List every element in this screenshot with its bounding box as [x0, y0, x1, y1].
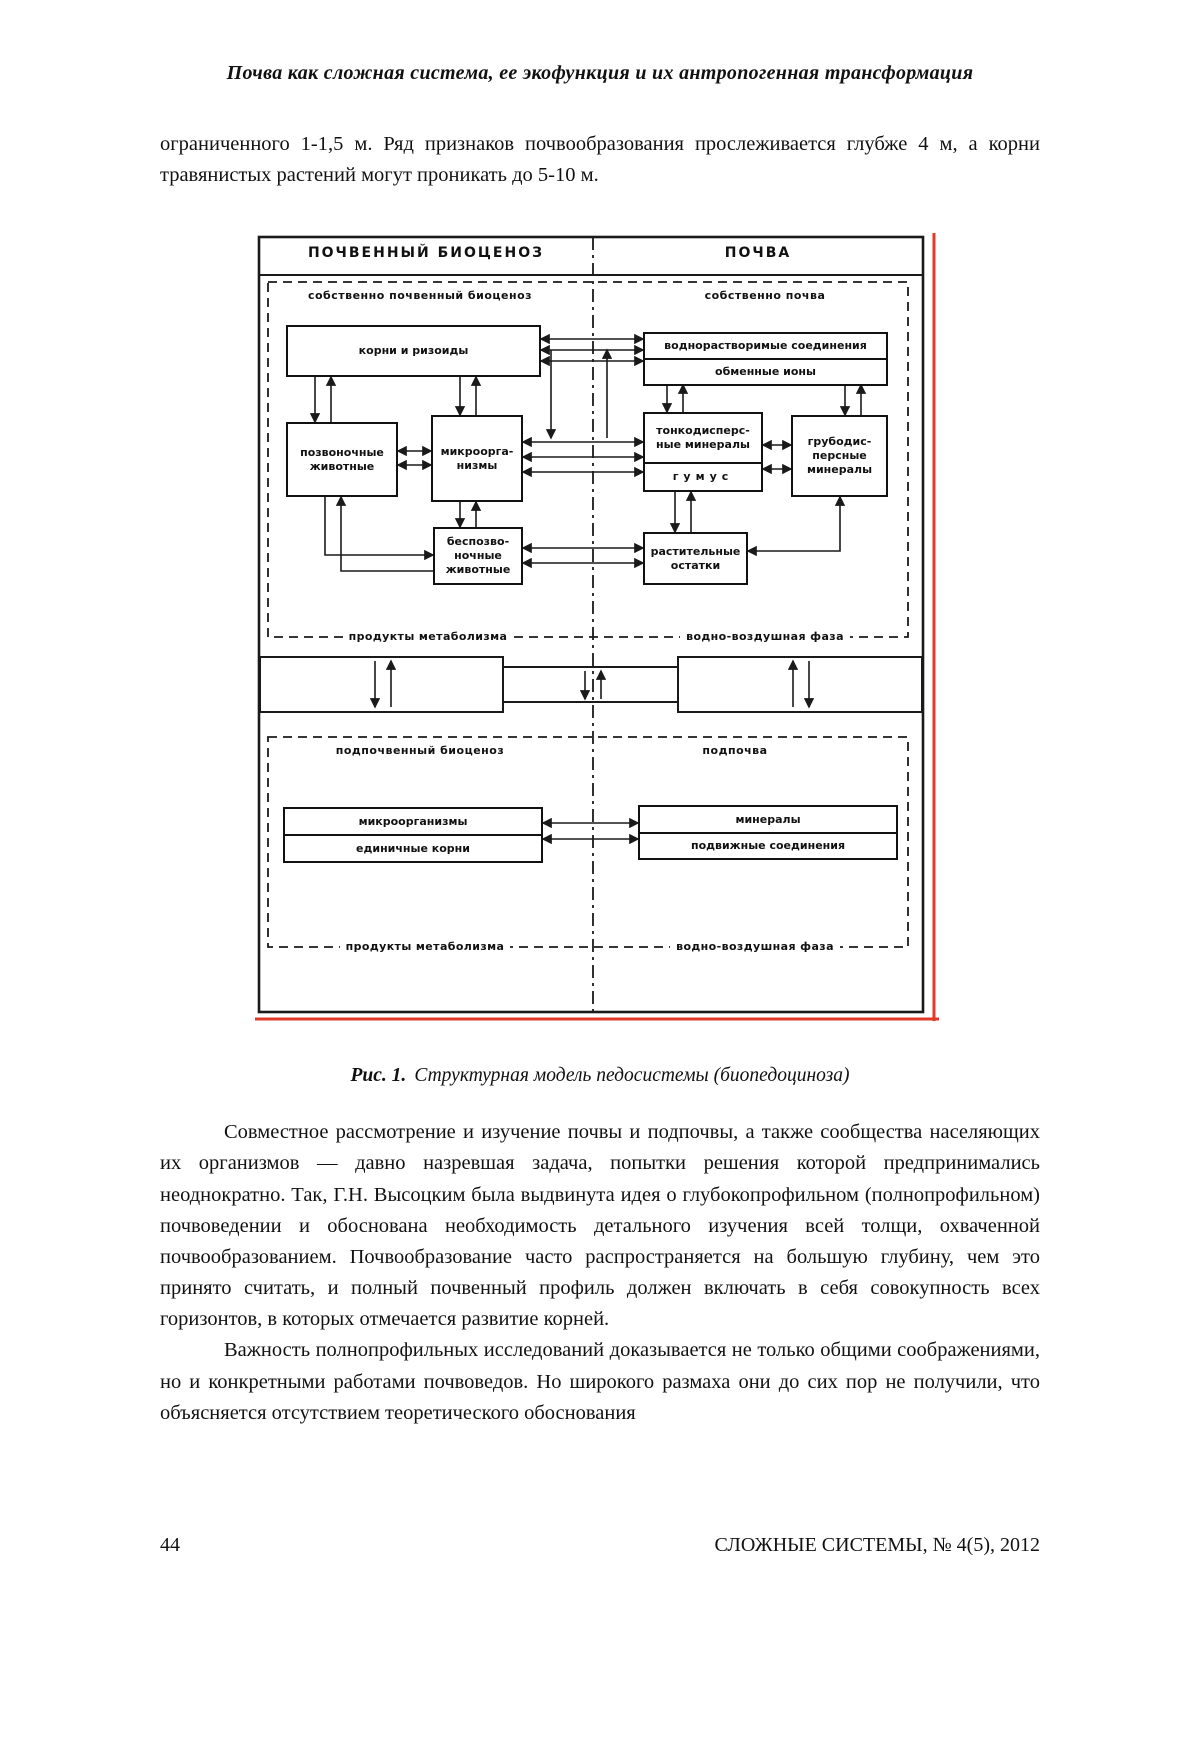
running-head: Почва как сложная система, ее экофункция и их антропогенная трансформация: [226, 62, 974, 84]
box-coarse-minerals: грубодис- персные минералы: [791, 415, 888, 497]
box-fine-minerals: тонкодисперс- ные минералы: [656, 424, 750, 452]
label-water-air-upper: водно-воздушная фаза: [680, 629, 850, 646]
page-footer: [160, 1534, 1040, 1557]
box-stack-subsoil: [638, 805, 898, 860]
box-sub-microorganisms: микроорганизмы: [358, 814, 468, 828]
box-stack-sub-biocenosis: [283, 807, 543, 863]
box-mobile-compounds: подвижные соединения: [640, 832, 896, 859]
box-invertebrates: беспозво- ночные животные: [433, 527, 523, 585]
box-plant-remains: растительные остатки: [643, 532, 748, 585]
diagram-header-right: ПОЧВА: [724, 245, 792, 262]
box-water-soluble: воднорастворимые соединения: [664, 339, 867, 353]
box-stack-water-soluble: [643, 332, 888, 386]
box-minerals: минералы: [735, 812, 801, 826]
middle-left-channel: [260, 657, 503, 712]
section-label-lower-right: подпочва: [702, 744, 768, 758]
figure-diagram: [255, 233, 939, 1023]
figure-caption-text: Структурная модель педосистемы (биопедоциноза): [414, 1065, 850, 1087]
box-microorganisms: микроорга- низмы: [431, 415, 523, 502]
section-label-lower-left: подпочвенный биоценоз: [335, 744, 505, 758]
middle-right-channel: [678, 657, 922, 712]
box-single-roots: единичные корни: [285, 834, 541, 861]
box-humus: гумус: [645, 462, 761, 490]
box-roots: корни и ризоиды: [286, 325, 541, 377]
figure-wrap: [255, 233, 939, 1023]
body-paragraph-1: Совместное рассмотрение и изучение почвы и подпочвы, а также сообщества населяющих их организмов — давно назревшая задача, попытки решения которой предпринимались неоднократно. Так, Г.Н. Высоцким была выдвинута идея о глубокопрофильном (полнопрофильном) почвоведении и обоснована необходимость детального изучения всей толщи, охваченной почвообразованием. Почвообразование часто распространяется на большую глубину, чем это принято считать, и полный почвенный профиль должен включать в себя совокупность всех горизонтов, в которых отмечается развитие корней.: [160, 1121, 1040, 1331]
label-water-air-lower: водно-воздушная фаза: [670, 939, 840, 956]
intro-paragraph: ограниченного 1-1,5 м. Ряд признаков почвообразования прослеживается глубже 4 м, а корни травянистых растений могут проникать до 5-10 м.: [160, 133, 1040, 187]
arrow-plant-coarse-L: [748, 497, 840, 551]
figure-caption-label: Рис. 1.: [350, 1065, 407, 1087]
diagram-header-left: ПОЧВЕННЫЙ БИОЦЕНОЗ: [307, 245, 545, 262]
box-vertebrates: позвоночные животные: [286, 422, 398, 497]
label-metabolism-lower: продукты метаболизма: [340, 939, 510, 956]
footer-journal-title: СЛОЖНЫЕ СИСТЕМЫ, № 4(5), 2012: [714, 1534, 1040, 1556]
arrow-invert-vertebrates-L: [341, 497, 433, 571]
box-stack-fine-minerals: [643, 412, 763, 492]
section-label-upper-left: собственно почвенный биоценоз: [307, 289, 533, 303]
section-label-upper-right: собственно почва: [704, 289, 826, 303]
figure-caption: [160, 1065, 1040, 1087]
body-paragraph-2: Важность полнопрофильных исследований доказывается не только общими соображениями, но и конкретными работами почвоведов. Но широкого размаха они до сих пор не получили, что объясняется отсутствием теоретического обоснования: [160, 1339, 1040, 1424]
label-metabolism-upper: продукты метаболизма: [343, 629, 513, 646]
document-page: [0, 62, 1200, 1760]
box-exchange-ions: обменные ионы: [645, 358, 886, 384]
footer-page-number: 44: [160, 1534, 180, 1556]
middle-center-channel: [503, 667, 678, 702]
